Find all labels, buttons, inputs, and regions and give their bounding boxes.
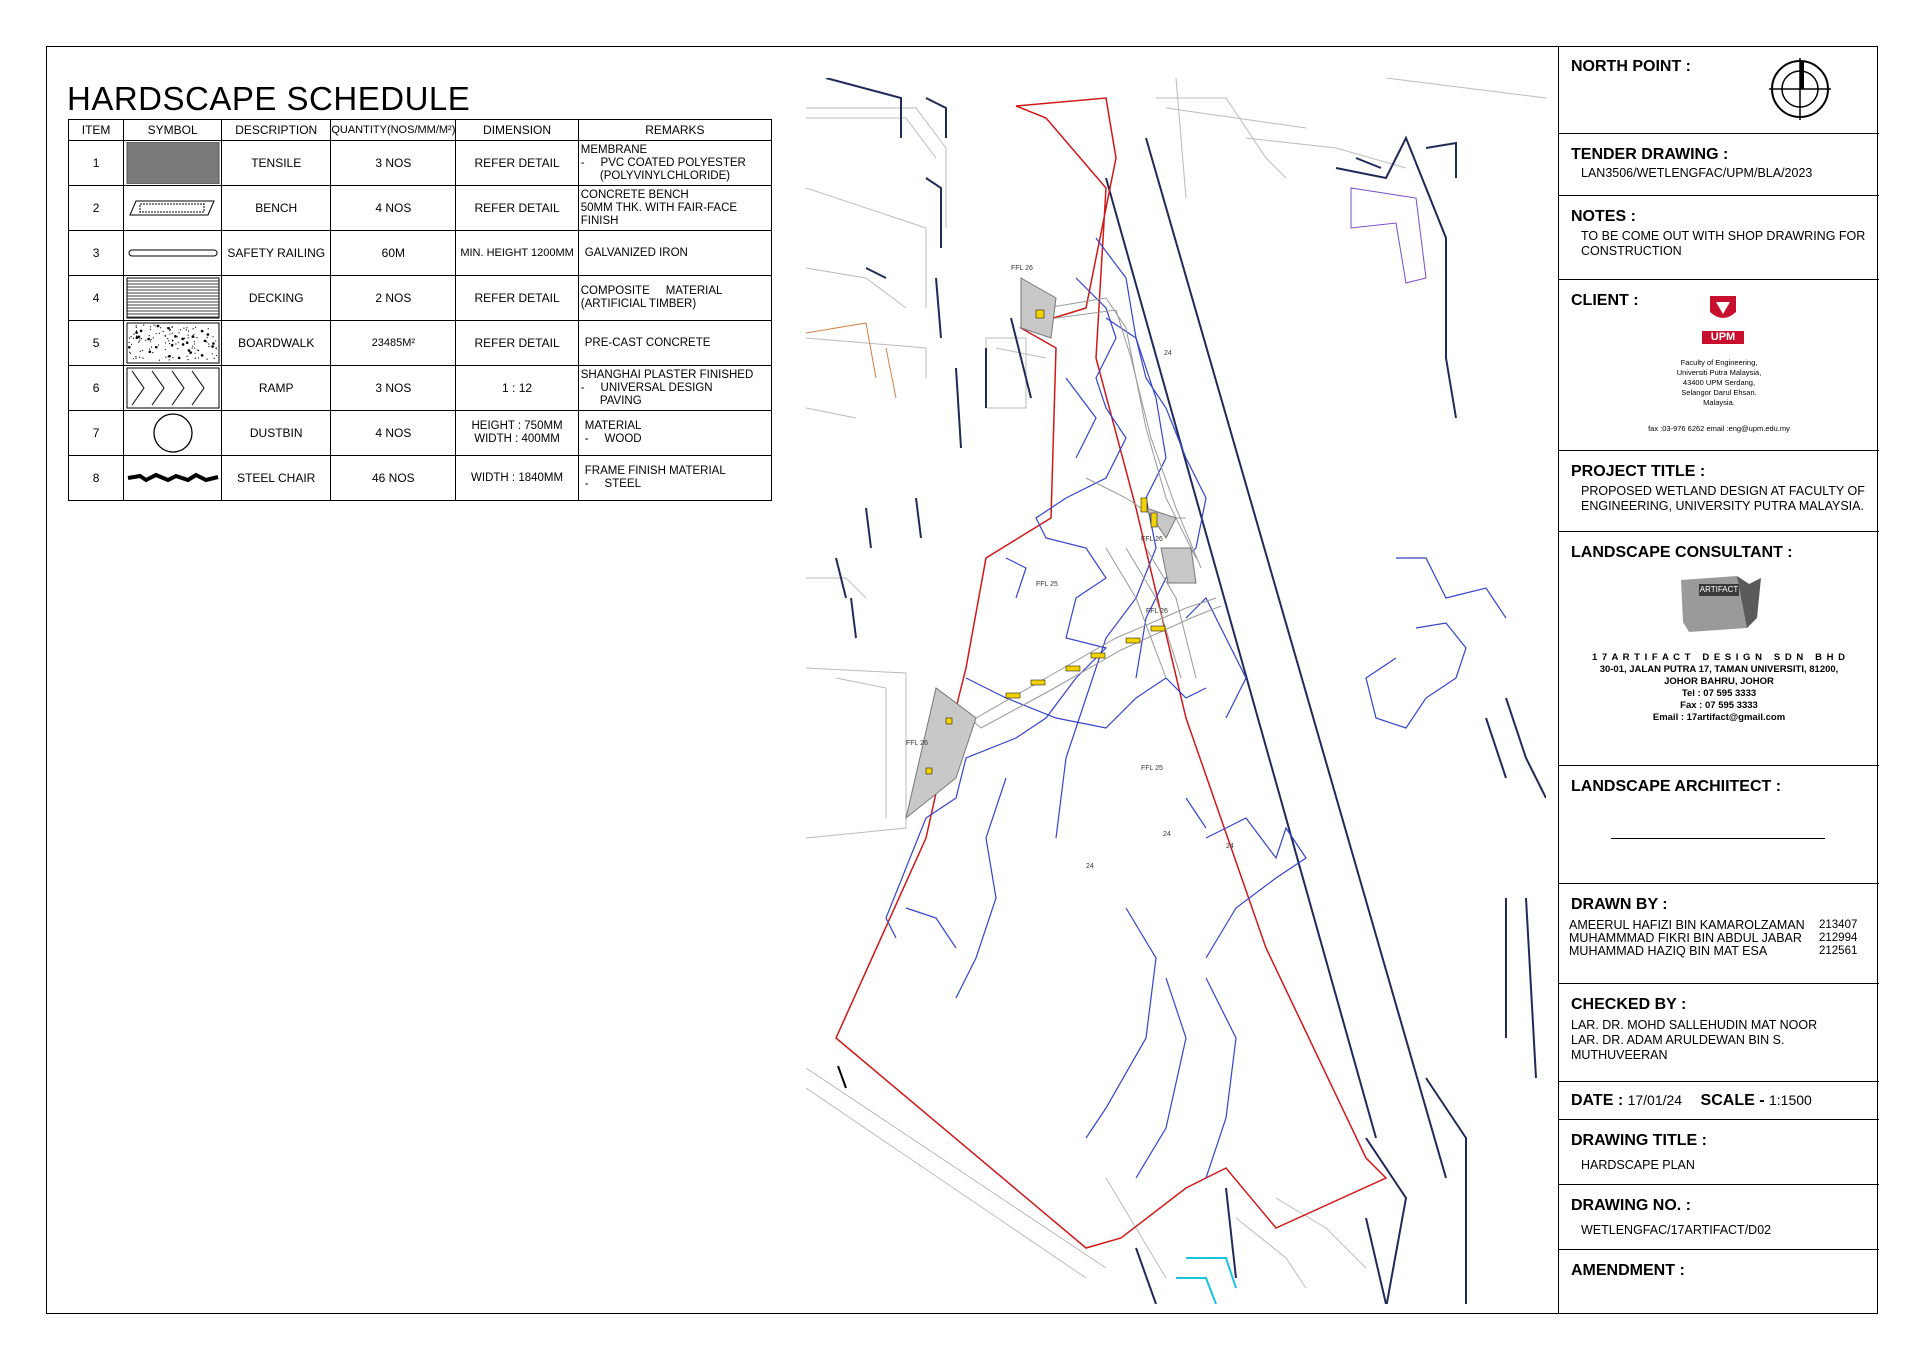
cell-description: BENCH: [222, 186, 331, 231]
cell-item: 5: [69, 321, 124, 366]
cell-item: 1: [69, 141, 124, 186]
drawn-by-row: MUHAMMMAD FIKRI BIN ABDUL JABAR 212994: [1569, 931, 1858, 945]
checked-by-names: LAR. DR. MOHD SALLEHUDIN MAT NOOR LAR. DR. ADAM ARULDEWAN BIN S. MUTHUVEERAN: [1571, 1018, 1818, 1062]
amendment-label: AMENDMENT :: [1571, 1262, 1685, 1279]
client-box: [1559, 280, 1879, 451]
checked-by-label: CHECKED BY :: [1571, 996, 1687, 1013]
plan-label-ffl: FFL 25: [1141, 765, 1163, 772]
table-header-row: [69, 120, 772, 141]
table-row: [69, 411, 772, 456]
plan-label-ffl: FFL 26: [1146, 608, 1168, 615]
cell-description: SAFETY RAILING: [222, 231, 331, 276]
plan-label-contour: 24: [1226, 843, 1234, 850]
scale-label: SCALE -: [1700, 1092, 1765, 1109]
cell-dimension: REFER DETAIL: [456, 141, 578, 186]
header-symbol: SYMBOL: [124, 120, 222, 141]
date-scale-box: [1559, 1082, 1879, 1120]
landscape-architect-box: [1559, 766, 1879, 884]
project-title-box: [1559, 451, 1879, 532]
table-row: [69, 456, 772, 501]
tensile-symbol: [124, 141, 222, 186]
table-row: [69, 321, 772, 366]
cell-remarks: MATERIAL - WOOD: [578, 411, 771, 456]
drawing-title-box: [1559, 1120, 1879, 1185]
landscape-consultant-label: LANDSCAPE CONSULTANT :: [1571, 544, 1793, 561]
cell-description: DUSTBIN: [222, 411, 331, 456]
drawing-no-value: WETLENGFAC/17ARTIFACT/D02: [1581, 1223, 1772, 1237]
plan-label-contour: 24: [1163, 831, 1171, 838]
tender-code: LAN3506/WETLENGFAC/UPM/BLA/2023: [1581, 166, 1813, 180]
north-point-label: NORTH POINT :: [1571, 58, 1691, 75]
drawn-by-box: [1559, 884, 1879, 984]
cell-quantity: 23485M²: [331, 321, 456, 366]
plan-label-ffl: FFL 25: [1036, 581, 1058, 588]
cell-remarks: CONCRETE BENCH 50MM THK. WITH FAIR-FACE FINISH: [578, 186, 771, 231]
scale-value: 1:1500: [1769, 1092, 1812, 1108]
client-contact: fax :03-976 6262 email :eng@upm.edu.my: [1648, 424, 1790, 433]
cell-remarks: MEMBRANE - PVC COATED POLYESTER (POLYVINYLCHLORIDE): [578, 141, 771, 186]
plan-label-contour: 24: [1164, 350, 1172, 357]
cell-dimension: HEIGHT : 750MM WIDTH : 400MM: [456, 411, 578, 456]
table-row: [69, 141, 772, 186]
table-row: [69, 366, 772, 411]
date-value: 17/01/24: [1627, 1092, 1683, 1108]
table-row: [69, 276, 772, 321]
header-dimension: DIMENSION: [456, 120, 578, 141]
cell-item: 8: [69, 456, 124, 501]
cell-remarks: SHANGHAI PLASTER FINISHED - UNIVERSAL DESIGN PAVING: [578, 366, 771, 411]
cell-quantity: 46 NOS: [331, 456, 456, 501]
cell-quantity: 4 NOS: [331, 186, 456, 231]
drawing-no-box: [1559, 1185, 1879, 1250]
cell-dimension: REFER DETAIL: [456, 186, 578, 231]
cell-description: STEEL CHAIR: [222, 456, 331, 501]
amendment-box: [1559, 1250, 1879, 1314]
upm-logo: UPM: [1702, 294, 1744, 344]
drawn-by-row: MUHAMMAD HAZIQ BIN MAT ESA 212561: [1569, 944, 1858, 958]
project-title-label: PROJECT TITLE :: [1571, 463, 1706, 480]
cell-item: 4: [69, 276, 124, 321]
cell-dimension: REFER DETAIL: [456, 276, 578, 321]
header-description: DESCRIPTION: [222, 120, 331, 141]
cell-quantity: 3 NOS: [331, 141, 456, 186]
cell-quantity: 4 NOS: [331, 411, 456, 456]
signature-line: [1611, 838, 1825, 839]
railing-symbol: [124, 231, 222, 276]
plan-label-ffl: FFL 26: [1141, 536, 1163, 543]
cell-quantity: 3 NOS: [331, 366, 456, 411]
consultant-details: 1 7 A R T I F A C T D E S I G N S D N B H D 30-01, JALAN PUTRA 17, TAMAN UNIVERSITI, 81200, JOHOR BAHRU, JOHOR Tel : 07 595 3333 Fax : 07 595 3333 Email : 17artifact@gmail.com: [1592, 652, 1846, 723]
client-label: CLIENT :: [1571, 292, 1639, 309]
notes-label: NOTES :: [1571, 208, 1636, 225]
cell-remarks: GALVANIZED IRON: [578, 231, 771, 276]
notes-box: [1559, 196, 1879, 280]
cell-description: TENSILE: [222, 141, 331, 186]
cell-remarks: COMPOSITE MATERIAL (ARTIFICIAL TIMBER): [578, 276, 771, 321]
hardscape-schedule-table: [68, 119, 772, 501]
ramp-symbol: [124, 366, 222, 411]
header-remarks: REMARKS: [578, 120, 771, 141]
schedule-title: HARDSCAPE SCHEDULE: [67, 80, 471, 117]
cell-item: 6: [69, 366, 124, 411]
cell-description: DECKING: [222, 276, 331, 321]
tender-drawing-label: TENDER DRAWING :: [1571, 146, 1729, 163]
notes-text: TO BE COME OUT WITH SHOP DRAWRING FOR CONSTRUCTION: [1581, 229, 1866, 258]
plan-label-ffl: FFL 26: [1011, 265, 1033, 272]
decking-symbol: [124, 276, 222, 321]
cell-dimension: 1 : 12: [456, 366, 578, 411]
header-quantity: QUANTITY(NOS/MM/M²): [331, 120, 456, 141]
cell-description: RAMP: [222, 366, 331, 411]
cell-dimension: REFER DETAIL: [456, 321, 578, 366]
date-label: DATE :: [1571, 1092, 1624, 1109]
cell-quantity: 60M: [331, 231, 456, 276]
checked-by-box: [1559, 984, 1879, 1082]
north-arrow-icon: [1769, 58, 1831, 120]
drawn-by-row: AMEERUL HAFIZI BIN KAMAROLZAMAN 213407: [1569, 918, 1858, 932]
cell-quantity: 2 NOS: [331, 276, 456, 321]
cell-remarks: FRAME FINISH MATERIAL - STEEL: [578, 456, 771, 501]
drawing-title-label: DRAWING TITLE :: [1571, 1132, 1707, 1149]
header-item: ITEM: [69, 120, 124, 141]
plan-label-ffl: FFL 26: [906, 740, 928, 747]
site-plan-drawing: [806, 78, 1546, 1304]
cell-dimension: MIN. HEIGHT 1200MM: [456, 231, 578, 276]
project-title-text: PROPOSED WETLAND DESIGN AT FACULTY OF ENGINEERING, UNIVERSITY PUTRA MALAYSIA.: [1581, 484, 1865, 513]
title-block: [1558, 46, 1879, 1314]
bench-symbol: [124, 186, 222, 231]
cell-dimension: WIDTH : 1840MM: [456, 456, 578, 501]
cell-description: BOARDWALK: [222, 321, 331, 366]
drawn-by-label: DRAWN BY :: [1571, 896, 1668, 913]
table-row: [69, 186, 772, 231]
cell-item: 3: [69, 231, 124, 276]
north-point-box: [1559, 46, 1879, 134]
dustbin-symbol: [124, 411, 222, 456]
drawing-title-value: HARDSCAPE PLAN: [1581, 1158, 1695, 1172]
plan-label-contour: 24: [1086, 863, 1094, 870]
boardwalk-symbol: [124, 321, 222, 366]
steel-chair-symbol: [124, 456, 222, 501]
landscape-architect-label: LANDSCAPE ARCHIITECT :: [1571, 778, 1782, 795]
cell-item: 7: [69, 411, 124, 456]
drawing-no-label: DRAWING NO. :: [1571, 1197, 1691, 1214]
landscape-consultant-box: [1559, 532, 1879, 766]
client-address: Faculty of Engineering, Universiti Putra Malaysia, 43400 UPM Serdang, Selangor Darul Ehsan. Malaysia.: [1676, 358, 1762, 407]
cell-remarks: PRE-CAST CONCRETE: [578, 321, 771, 366]
table-row: [69, 231, 772, 276]
tender-drawing-box: [1559, 134, 1879, 196]
cell-item: 2: [69, 186, 124, 231]
artifact-logo: ARTIFACT: [1677, 574, 1763, 634]
